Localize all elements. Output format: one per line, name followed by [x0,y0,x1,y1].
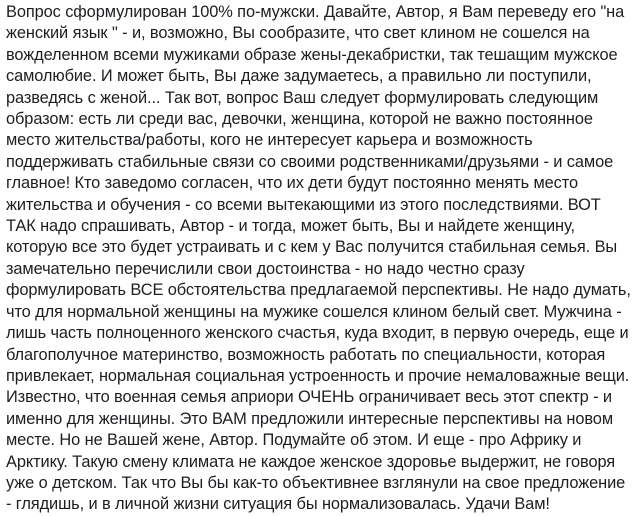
comment-line: разведясь с женой... Так вот, вопрос Ваш следует формулировать следующим [6,88,599,107]
comment-line: Известно, что военная семья априори ОЧЕНЬ ограничивает весь этот спектр - и [6,388,612,407]
comment-line: Вопрос сформулирован 100% по-мужски. Давайте, Автор, я Вам переведу его "на [6,3,625,21]
comment-line: образом: есть ли среди вас, девочки, женщина, которой не важно постоянное [6,110,593,129]
comment-text [6,2,640,514]
comment-line: главное! Кто заведомо согласен, что их дети будут постоянно менять место [6,174,579,193]
comment-line: - глядишь, и в личной жизни ситуация бы нормализовалась. Удачи Вам! [6,495,550,514]
comment-line: ТАК надо спрашивать, Автор - и тогда, может быть, Вы и найдете женщину, [6,217,575,236]
comment-line: замечательно перечислили свои достоинства - но надо честно сразу [6,259,525,278]
comment-line: женский язык " - и, возможно, Вы сообразите, что свет клином не сошелся на [6,24,590,43]
comment-line: которую все это будет устраивать и с кем у Вас получится стабильная семья. Вы [6,238,618,257]
comment-line: лишь часть полноценного женского счастья, куда входит, в первую очередь, еще и [6,324,629,343]
comment-line: благополучное материнство, возможность работать по специальности, которая [6,345,606,364]
comment-line: что для нормальной женщины на мужике сошелся клином белый свет. Мужчина - [6,302,622,321]
comment-line: место жительства/работы, кого не интересует карьера и возможность [6,131,533,150]
comment-line: месте. Но не Вашей жене, Автор. Подумайте об этом. И еще - про Африку и [6,431,582,450]
comment-line: формулировать ВСЕ обстоятельства предлагаемой перспективы. Не надо думать, [6,281,631,300]
comment-line: самолюбие. И может быть, Вы даже задумаетесь, а правильно ли поступили, [6,67,592,86]
comment-line: поддерживать стабильные связи со своими родственниками/друзьями - и самое [6,152,614,171]
comment-line: привлекает, нормальная социальная устроенность и прочие немаловажные вещи. [6,366,630,385]
comment-line: уже о детском. Так что Вы бы как-то объективнее взглянули на свое предложение [6,473,626,492]
comment-line: вожделенном всеми мужиками образе жены-декабристки, так тешащим мужское [6,45,618,64]
comment-line: именно для женщины. Это ВАМ предложили интересные перспективы на новом [6,409,613,428]
comment-line: жительства и обучения - со всеми вытекающими из этого последствиями. ВОТ [6,195,601,214]
comment-line: Арктику. Такую смену климата не каждое женское здоровье выдержит, не говоря [6,452,616,471]
